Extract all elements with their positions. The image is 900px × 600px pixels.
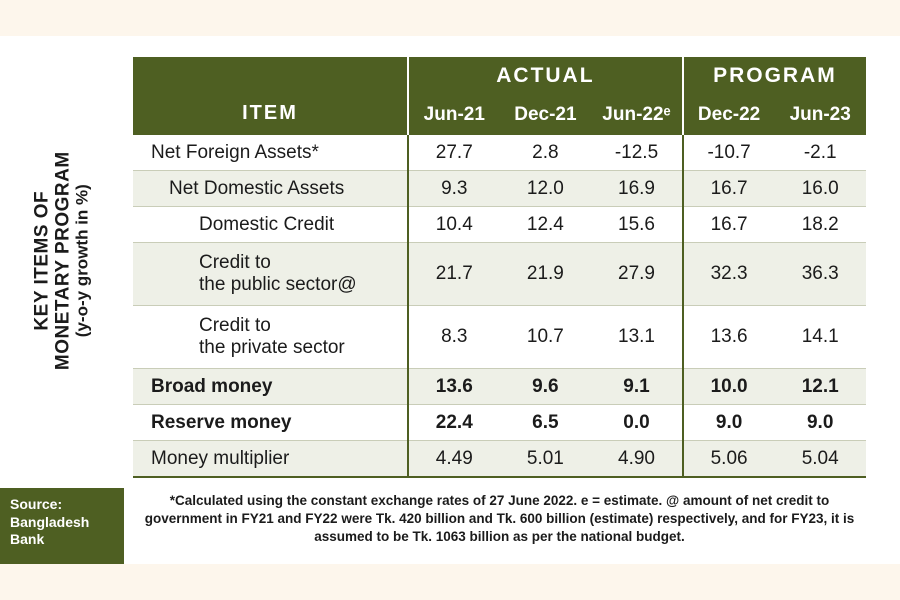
column-group-actual: ACTUAL [408,57,683,95]
cell-value: 9.0 [774,405,866,441]
row-label: Domestic Credit [133,207,408,243]
row-label: Net Domestic Assets [133,171,408,207]
cell-value: 21.9 [500,243,592,306]
left-title-block [0,36,124,564]
cell-value: 13.6 [683,306,775,369]
cell-value: 16.7 [683,171,775,207]
column-header-item: ITEM [133,57,408,135]
cell-value: 6.5 [500,405,592,441]
cell-value: 12.1 [774,369,866,405]
column-header-dec22: Dec-22 [683,95,775,135]
cell-value: 10.4 [408,207,500,243]
cell-value: 32.3 [683,243,775,306]
cell-value: 9.3 [408,171,500,207]
table-row [133,405,866,441]
source-box [0,488,124,564]
row-label [133,306,408,369]
table-row [133,207,866,243]
cell-value: 18.2 [774,207,866,243]
cell-value: 22.4 [408,405,500,441]
cell-value: 12.4 [500,207,592,243]
cell-value: 4.49 [408,441,500,478]
cell-value: 5.04 [774,441,866,478]
row-label: Net Foreign Assets* [133,135,408,171]
cell-value: 27.7 [408,135,500,171]
cell-value: 10.7 [500,306,592,369]
source-line-2: Bank [10,531,45,547]
table-body [133,135,866,477]
cell-value: 9.1 [591,369,683,405]
cell-value: 15.6 [591,207,683,243]
monetary-program-table [133,57,866,478]
cell-value: 8.3 [408,306,500,369]
table-row [133,306,866,369]
title-line-2: MONETARY PROGRAM [51,151,73,371]
cell-value: 12.0 [500,171,592,207]
cell-value: 14.1 [774,306,866,369]
title-line-3: (y-o-y growth in %) [72,184,92,338]
cell-value: 13.1 [591,306,683,369]
cell-value: 36.3 [774,243,866,306]
table-row [133,171,866,207]
cell-value: -2.1 [774,135,866,171]
cell-value: -10.7 [683,135,775,171]
row-label-line-1: Credit to [199,252,271,274]
source-line-1: Bangladesh [10,513,90,530]
column-header-dec21: Dec-21 [500,95,592,135]
footnote: *Calculated using the constant exchange rates of 27 June 2022. e = estimate. @ amount of net credit to government in FY21 and FY22 were Tk. 420 billion and Tk. 600 billion (estimate) respectively, and for FY23, it is assumed to be Tk. 1063 billion as per the national budget. [144,493,855,545]
vertical-title-wrap [0,36,124,486]
cell-value: 21.7 [408,243,500,306]
source-label: Source: [10,496,63,512]
cell-value: 2.8 [500,135,592,171]
table-row [133,135,866,171]
column-header-jun21: Jun-21 [408,95,500,135]
column-header-jun22e: Jun-22ᵉ [591,95,683,135]
table-row [133,441,866,478]
row-label-line-1: Credit to [199,315,271,337]
row-label: Reserve money [133,405,408,441]
title-line-1: KEY ITEMS OF [31,191,53,331]
row-label [133,243,408,306]
cell-value: 13.6 [408,369,500,405]
row-label-line-2: the private sector [199,337,345,358]
table-row [133,369,866,405]
cell-value: 9.6 [500,369,592,405]
row-label: Broad money [133,369,408,405]
cell-value: 27.9 [591,243,683,306]
cell-value: 0.0 [591,405,683,441]
vertical-title [32,152,91,371]
cell-value: 9.0 [683,405,775,441]
cell-value: 5.01 [500,441,592,478]
row-label-line-2: the public sector@ [199,274,357,295]
cell-value: 16.7 [683,207,775,243]
column-group-program: PROGRAM [683,57,866,95]
table-row [133,243,866,306]
cell-value: -12.5 [591,135,683,171]
cell-value: 10.0 [683,369,775,405]
column-header-jun23: Jun-23 [774,95,866,135]
table-head [133,57,866,135]
row-label: Money multiplier [133,441,408,478]
cell-value: 16.9 [591,171,683,207]
cell-value: 4.90 [591,441,683,478]
cell-value: 5.06 [683,441,775,478]
cell-value: 16.0 [774,171,866,207]
